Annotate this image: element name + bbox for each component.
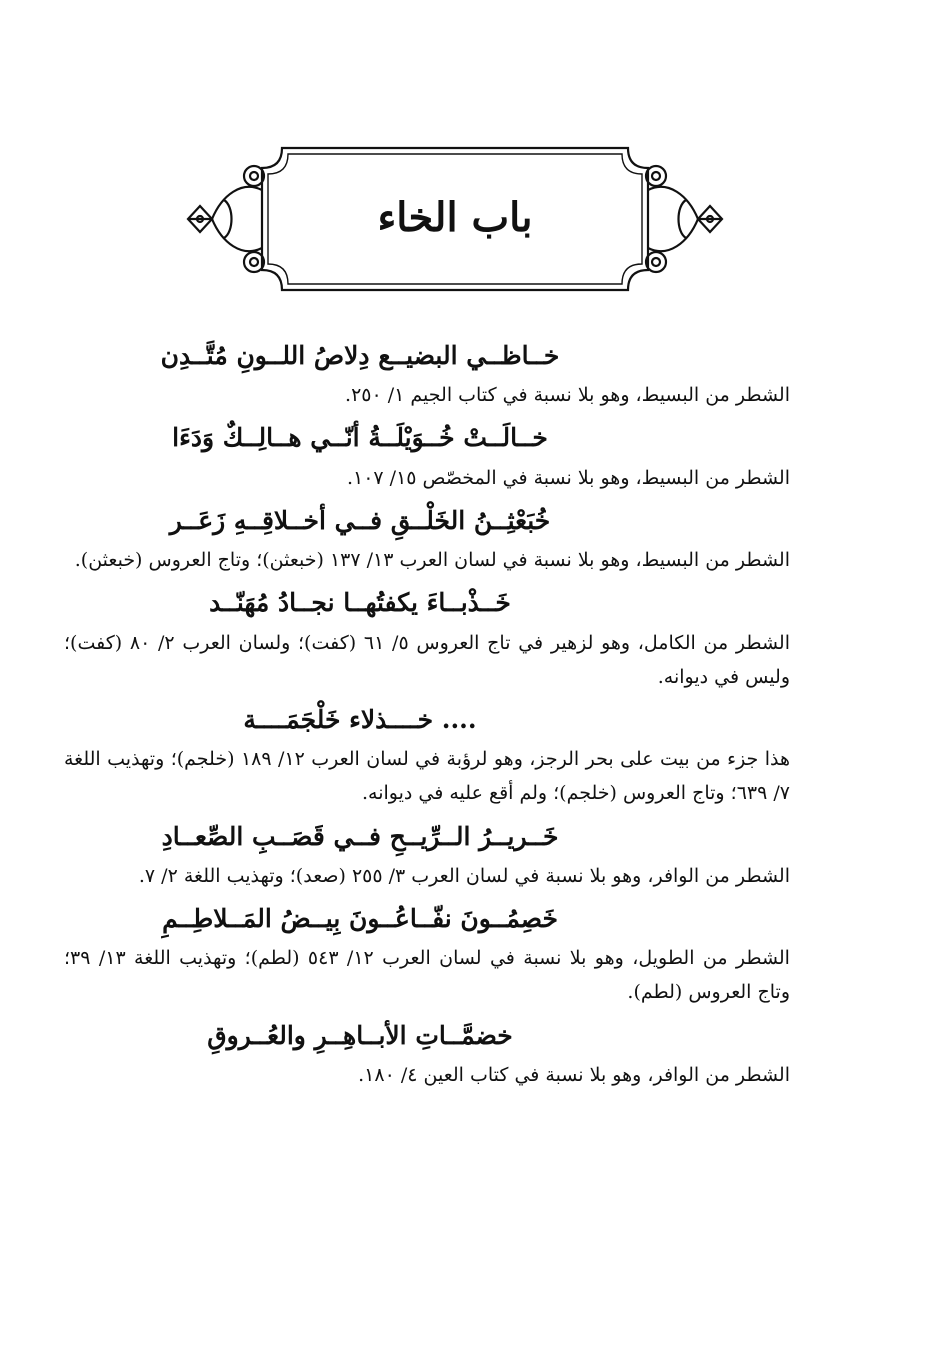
verse-note: الشطر من البسيط، وهو بلا نسبة في كتاب الجيم ١/ ٢٥٠.	[345, 384, 790, 407]
verse-note: الشطر من الوافر، وهو بلا نسبة في لسان العرب ٣/ ٢٥٥ (صعد)؛ وتهذيب اللغة ٢/ ٧.	[138, 864, 790, 887]
verse-entry	[64, 338, 846, 412]
verse-note: الشطر من الوافر، وهو بلا نسبة في كتاب العين ٤/ ١٨٠.	[358, 1063, 790, 1086]
verse-text: خَــذْبــاءَ يكفتُهــا نجــادُ مُهَنّــد	[209, 588, 511, 618]
verse-text: خضمَّــاتِ الأبــاهِــرِ والعُــروقِ	[207, 1020, 513, 1050]
verse-text: خــالَــتْ خُــوَيْلَــةُ أنّــي هــالِــكٌ وَدَءَا	[172, 423, 548, 453]
verse-entry	[64, 503, 846, 577]
entries-list	[64, 330, 846, 1092]
verse-entry	[64, 901, 846, 1010]
verse-entry	[64, 819, 846, 893]
verse-entry	[64, 420, 846, 494]
verse-note: الشطر من البسيط، وهو بلا نسبة في لسان العرب ١٣/ ١٣٧ (خبعثن)؛ وتاج العروس (خبعثن).	[74, 549, 790, 572]
verse-note: الشطر من البسيط، وهو بلا نسبة في المخصّص ١٥/ ١٠٧.	[346, 466, 790, 489]
verse-note: الشطر من الكامل، وهو لزهير في تاج العروس ٥/ ٦١ (كفت)؛ ولسان العرب ٢/ ٨٠ (كفت)؛ وليس في ديوانه.	[64, 631, 790, 688]
chapter-title: باب الخاء	[377, 194, 533, 241]
verse-entry	[64, 585, 846, 694]
verse-entry	[64, 702, 846, 811]
verse-entry	[64, 1018, 846, 1092]
verse-note: هذا جزء من بيت على بحر الرجز، وهو لرؤبة في لسان العرب ١٢/ ١٨٩ (خلجم)؛ وتهذيب اللغة ٧/ ٦٣٩؛ وتاج العروس (خلجم)؛ ولم أقع عليه في ديوانه.	[64, 748, 790, 805]
verse-text: خَصِمُــونَ نفّــاعُــونَ بِيــضُ المَــلاطِــمِ	[162, 904, 558, 933]
verse-text: خَــريــرُ الــرِّيــحِ فــي قَصَــبِ الصِّعــادِ	[161, 821, 559, 851]
verse-text: خــاظــي البضيــع دِلاصُ اللــونِ مُتَّــدِن	[160, 341, 560, 370]
verse-text: خُبَعْثِــنُ الخَلْــقِ فــي أخــلاقِــهِ زَعَــر	[169, 505, 551, 535]
verse-text: .... خــــذلاء خَلْجَمَــــة	[243, 704, 477, 734]
verse-note: الشطر من الطويل، وهو بلا نسبة في لسان العرب ١٢/ ٥٤٣ (لطم)؛ وتهذيب اللغة ١٣/ ٣٩؛ وتاج العروس (لطم).	[64, 947, 790, 1004]
